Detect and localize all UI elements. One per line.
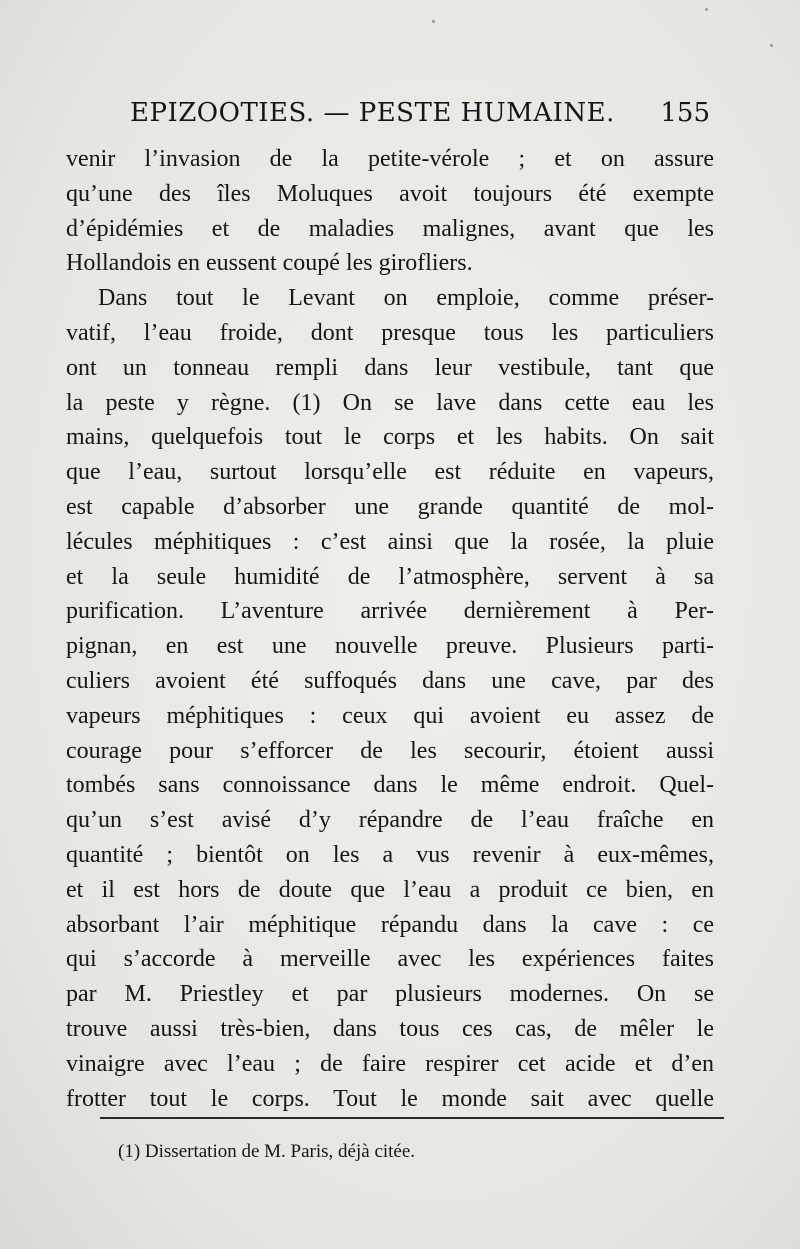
text-line: et la seule humidité de l’atmosphère, servent à sa <box>66 563 714 590</box>
text-line: vatif, l’eau froide, dont presque tous les particuliers <box>66 319 714 346</box>
text-line: trouve aussi très-bien, dans tous ces cas, de mêler le <box>66 1015 714 1042</box>
text-line: lécules méphitiques : c’est ainsi que la rosée, la pluie <box>66 528 714 555</box>
text-line: par M. Priestley et par plusieurs modernes. On se <box>66 981 714 1008</box>
text-line: ont un tonneau rempli dans leur vestibule, tant que <box>66 354 714 381</box>
text-line: absorbant l’air méphitique répandu dans la cave : ce <box>66 911 714 938</box>
text-line: que l’eau, surtout lorsqu’elle est réduite en vapeurs, <box>66 459 714 486</box>
text-line: d’épidémies et de maladies malignes, avant que les <box>66 215 714 242</box>
text-line: qui s’accorde à merveille avec les expériences faites <box>66 946 714 973</box>
text-line: Dans tout le Levant on emploie, comme préser- <box>98 285 714 312</box>
text-line: courage pour s’efforcer de les secourir, étoient aussi <box>66 737 714 764</box>
page-number: 155 <box>660 98 710 128</box>
text-line: quantité ; bientôt on les a vus revenir à eux-mêmes, <box>66 841 714 868</box>
text-line: venir l’invasion de la petite-vérole ; et on assure <box>66 146 714 172</box>
text-line: et il est hors de doute que l’eau a produit ce bien, en <box>66 876 714 903</box>
footnote-rule <box>100 1117 724 1119</box>
text-line: la peste y règne. (1) On se lave dans cette eau les <box>66 389 714 416</box>
paper-speck <box>770 44 773 47</box>
text-line: tombés sans connoissance dans le même endroit. Quel- <box>66 772 714 799</box>
text-line: vapeurs méphitiques : ceux qui avoient eu assez de <box>66 702 714 729</box>
text-line: frotter tout le corps. Tout le monde sait avec quelle <box>66 1085 714 1112</box>
text-line: culiers avoient été suffoqués dans une cave, par des <box>66 667 714 694</box>
running-title: EPIZOOTIES. — PESTE HUMAINE. <box>130 98 615 128</box>
text-line: qu’une des îles Moluques avoit toujours été exempte <box>66 180 714 207</box>
page-header <box>130 98 710 138</box>
text-line: mains, quelquefois tout le corps et les habits. On sait <box>66 424 714 451</box>
text-line: pignan, en est une nouvelle preuve. Plusieurs parti- <box>66 633 714 660</box>
text-line: qu’un s’est avisé d’y répandre de l’eau fraîche en <box>66 807 714 834</box>
paper-speck <box>705 8 708 11</box>
text-line: vinaigre avec l’eau ; de faire respirer cet acide et d’en <box>66 1050 714 1077</box>
body-text <box>66 142 714 1116</box>
footnote: (1) Dissertation de M. Paris, déjà citée. <box>118 1141 416 1162</box>
paper-speck <box>432 20 435 23</box>
text-line: est capable d’absorber une grande quantité de mol- <box>66 493 714 520</box>
text-line: purification. L’aventure arrivée dernièrement à Per- <box>66 598 714 625</box>
text-line: Hollandois en eussent coupé les girofliers. <box>66 250 473 277</box>
